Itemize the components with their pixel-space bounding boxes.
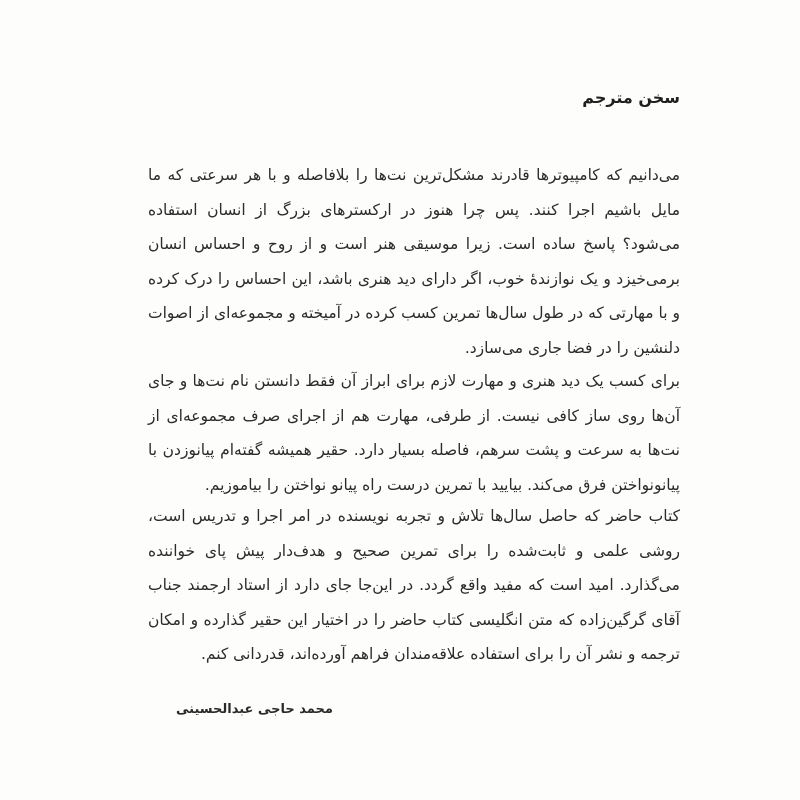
paragraph-1 <box>148 158 680 365</box>
paragraph-text: برای کسب یک دید هنری و مهارت لازم برای ابراز آن فقط دانستن نام نت‌ها و جای آن‌ها روی ساز کافی نیست. از طرفی، مهارت هم از اجرای صرف مجموعه‌ای از نت‌ها به سرعت و پشت سرهم، فاصله بسیار دارد. حقیر همیشه گفته‌ام پیانوزدن با پیانونواختن فرق می‌کند. بیایید با تمرین درست راه پیانو نواختن را بیاموزیم. <box>148 372 680 494</box>
paragraph-2 <box>148 364 680 502</box>
page-title: سخن مترجم <box>582 88 680 107</box>
paragraph-text: می‌دانیم که کامپیوترها قادرند مشکل‌ترین نت‌ها را بلافاصله و با هر سرعتی که ما مایل باشیم اجرا کنند. پس چرا هنوز در ارکسترهای بزرگ از انسان استفاده می‌شود؟ پاسخ ساده است. زیرا موسیقی هنر است و از روح و احساس انسان برمی‌خیزد و یک نوازندهٔ خوب، اگر دارای دید هنری باشد، این احساس را درک کرده و با مهارتی که در طول سال‌ها تمرین کسب کرده در آمیخته و مجموعه‌ای از اصوات دلنشین را در فضا جاری می‌سازد. <box>148 166 680 357</box>
paragraph-text: کتاب حاضر که حاصل سال‌ها تلاش و تجربه نویسنده در امر اجرا و تدریس است، روشی علمی و ثابت‌شده را برای تمرین صحیح و هدف‌دار پیش پای خواننده می‌گذارد. امید است که مفید واقع گردد. در این‌جا جای دارد از استاد ارجمند جناب آقای گرگین‌زاده که متن انگلیسی کتاب حاضر را در اختیار این حقیر گذارده و امکان ترجمه و نشر آن را برای استفاده علاقه‌مندان فراهم آورده‌اند، قدردانی کنم. <box>148 507 680 663</box>
paragraph-3 <box>148 499 680 672</box>
translator-signature: محمد حاجی عبدالحسینی <box>176 702 333 717</box>
